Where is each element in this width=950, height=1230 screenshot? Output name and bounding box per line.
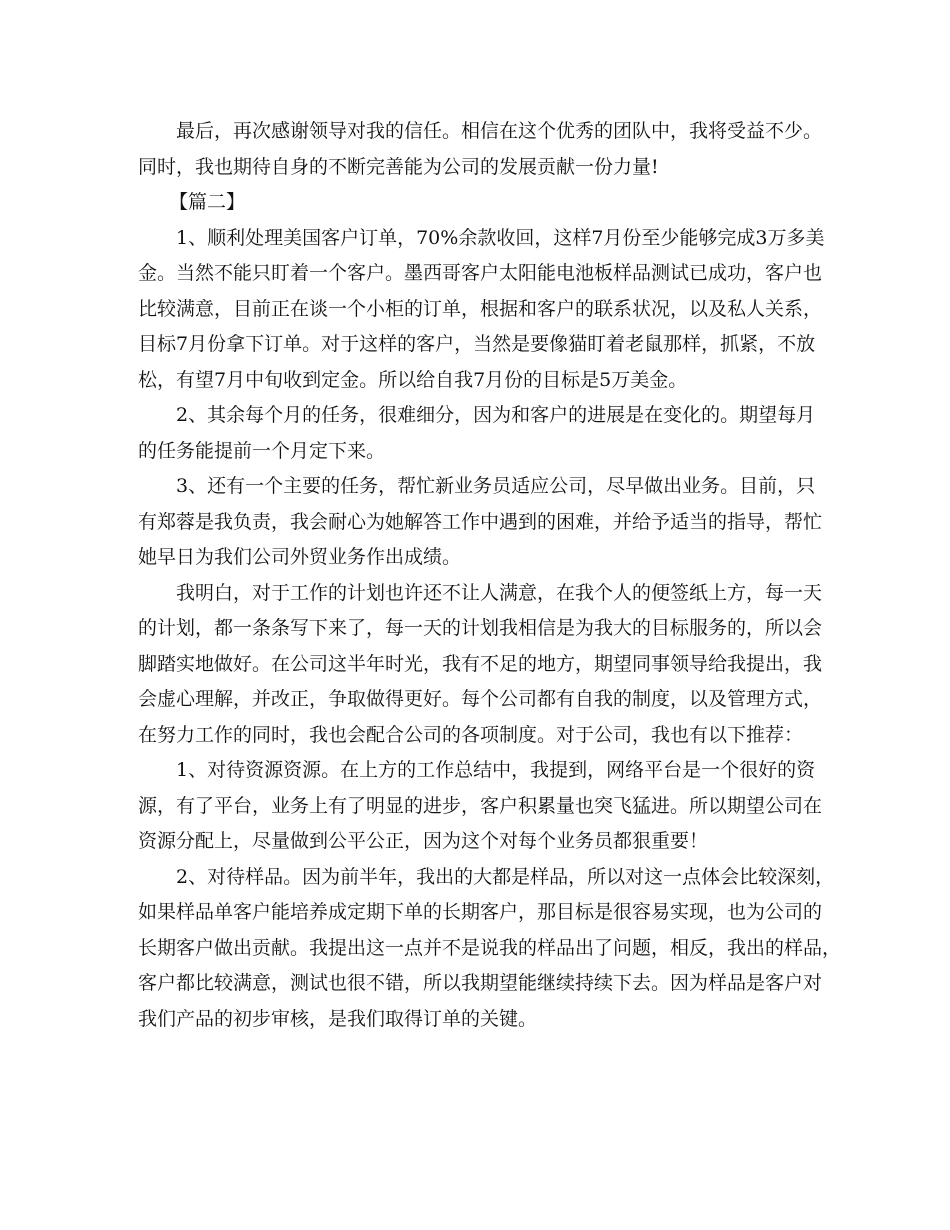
paragraph-line: 3、还有一个主要的任务，帮忙新业务员适应公司，尽早做出业务。目前，只 [176,475,816,497]
paragraph-line: 的任务能提前一个月定下来。 [138,439,386,462]
paragraph-line: 源，有了平台，业务上有了明显的进步，客户积累量也突飞猛进。所以期望公司在 [138,794,823,817]
paragraph-line: 目标7月份拿下订单。对于这样的客户，当然是要像猫盯着老鼠那样，抓紧，不放 [138,333,816,355]
paragraph-line: 比较满意，目前正在谈一个小柜的订单，根据和客户的联系状况，以及私人关系， [138,297,823,320]
paragraph-line: 脚踏实地做好。在公司这半年时光，我有不足的地方，期望同事领导给我提出，我 [138,652,823,675]
paragraph-line: 金。当然不能只盯着一个客户。墨西哥客户太阳能电池板样品测试已成功，客户也 [138,262,823,284]
paragraph-line: 有郑蓉是我负责，我会耐心为她解答工作中遇到的困难，并给予适当的指导，帮忙 [138,510,823,533]
paragraph-line: 我明白，对于工作的计划也许还不让人满意，在我个人的便签纸上方，每一天 [176,581,823,604]
paragraph-line: 会虚心理解，并改正，争取做得更好。每个公司都有自我的制度，以及管理方式， [138,688,823,710]
paragraph-line: 最后，再次感谢领导对我的信任。相信在这个优秀的团队中，我将受益不少。 [176,120,823,142]
paragraph-line: 在努力工作的同时，我也会配合公司的各项制度。对于公司，我也有以下推荐： [138,723,804,746]
paragraph-line: 同时，我也期待自身的不断完善能为公司的发展贡献一份力量! [138,155,659,178]
paragraph-line: 2、对待样品。因为前半年，我出的大都是样品，所以对这一点体会比较深刻， [176,865,835,888]
paragraph-line: 1、顺利处理美国客户订单，70%余款收回，这样7月份至少能够完成3万多美 [176,226,825,249]
paragraph-line: 她早日为我们公司外贸业务作出成绩。 [138,546,462,568]
paragraph-line: 松，有望7月中旬收到定金。所以给自我7月份的目标是5万美金。 [138,368,688,391]
document-body [138,114,842,1037]
paragraph-line: 客户都比较满意，测试也很不错，所以我期望能继续持续下去。因为样品是客户对 [138,972,823,994]
paragraph-line: 如果样品单客户能培养成定期下单的长期客户，那目标是很容易实现，也为公司的 [138,901,823,923]
paragraph-line: 资源分配上，尽量做到公平公正，因为这个对每个业务员都狠重要！ [138,830,709,852]
paragraph-line: 2、其余每个月的任务，很难细分，因为和客户的进展是在变化的。期望每月 [176,404,816,426]
paragraph-line: 长期客户做出贡献。我提出这一点并不是说我的样品出了问题，相反，我出的样品， [138,936,842,959]
paragraph-line: 1、对待资源资源。在上方的工作总结中，我提到，网络平台是一个很好的资 [176,759,816,781]
paragraph-line: 我们产品的初步审核，是我们取得订单的关键。 [138,1007,538,1030]
section-heading: 【篇二】 [169,191,246,213]
paragraph-line: 的计划，都一条条写下来了，每一天的计划我相信是为我大的目标服务的，所以会 [138,617,823,639]
